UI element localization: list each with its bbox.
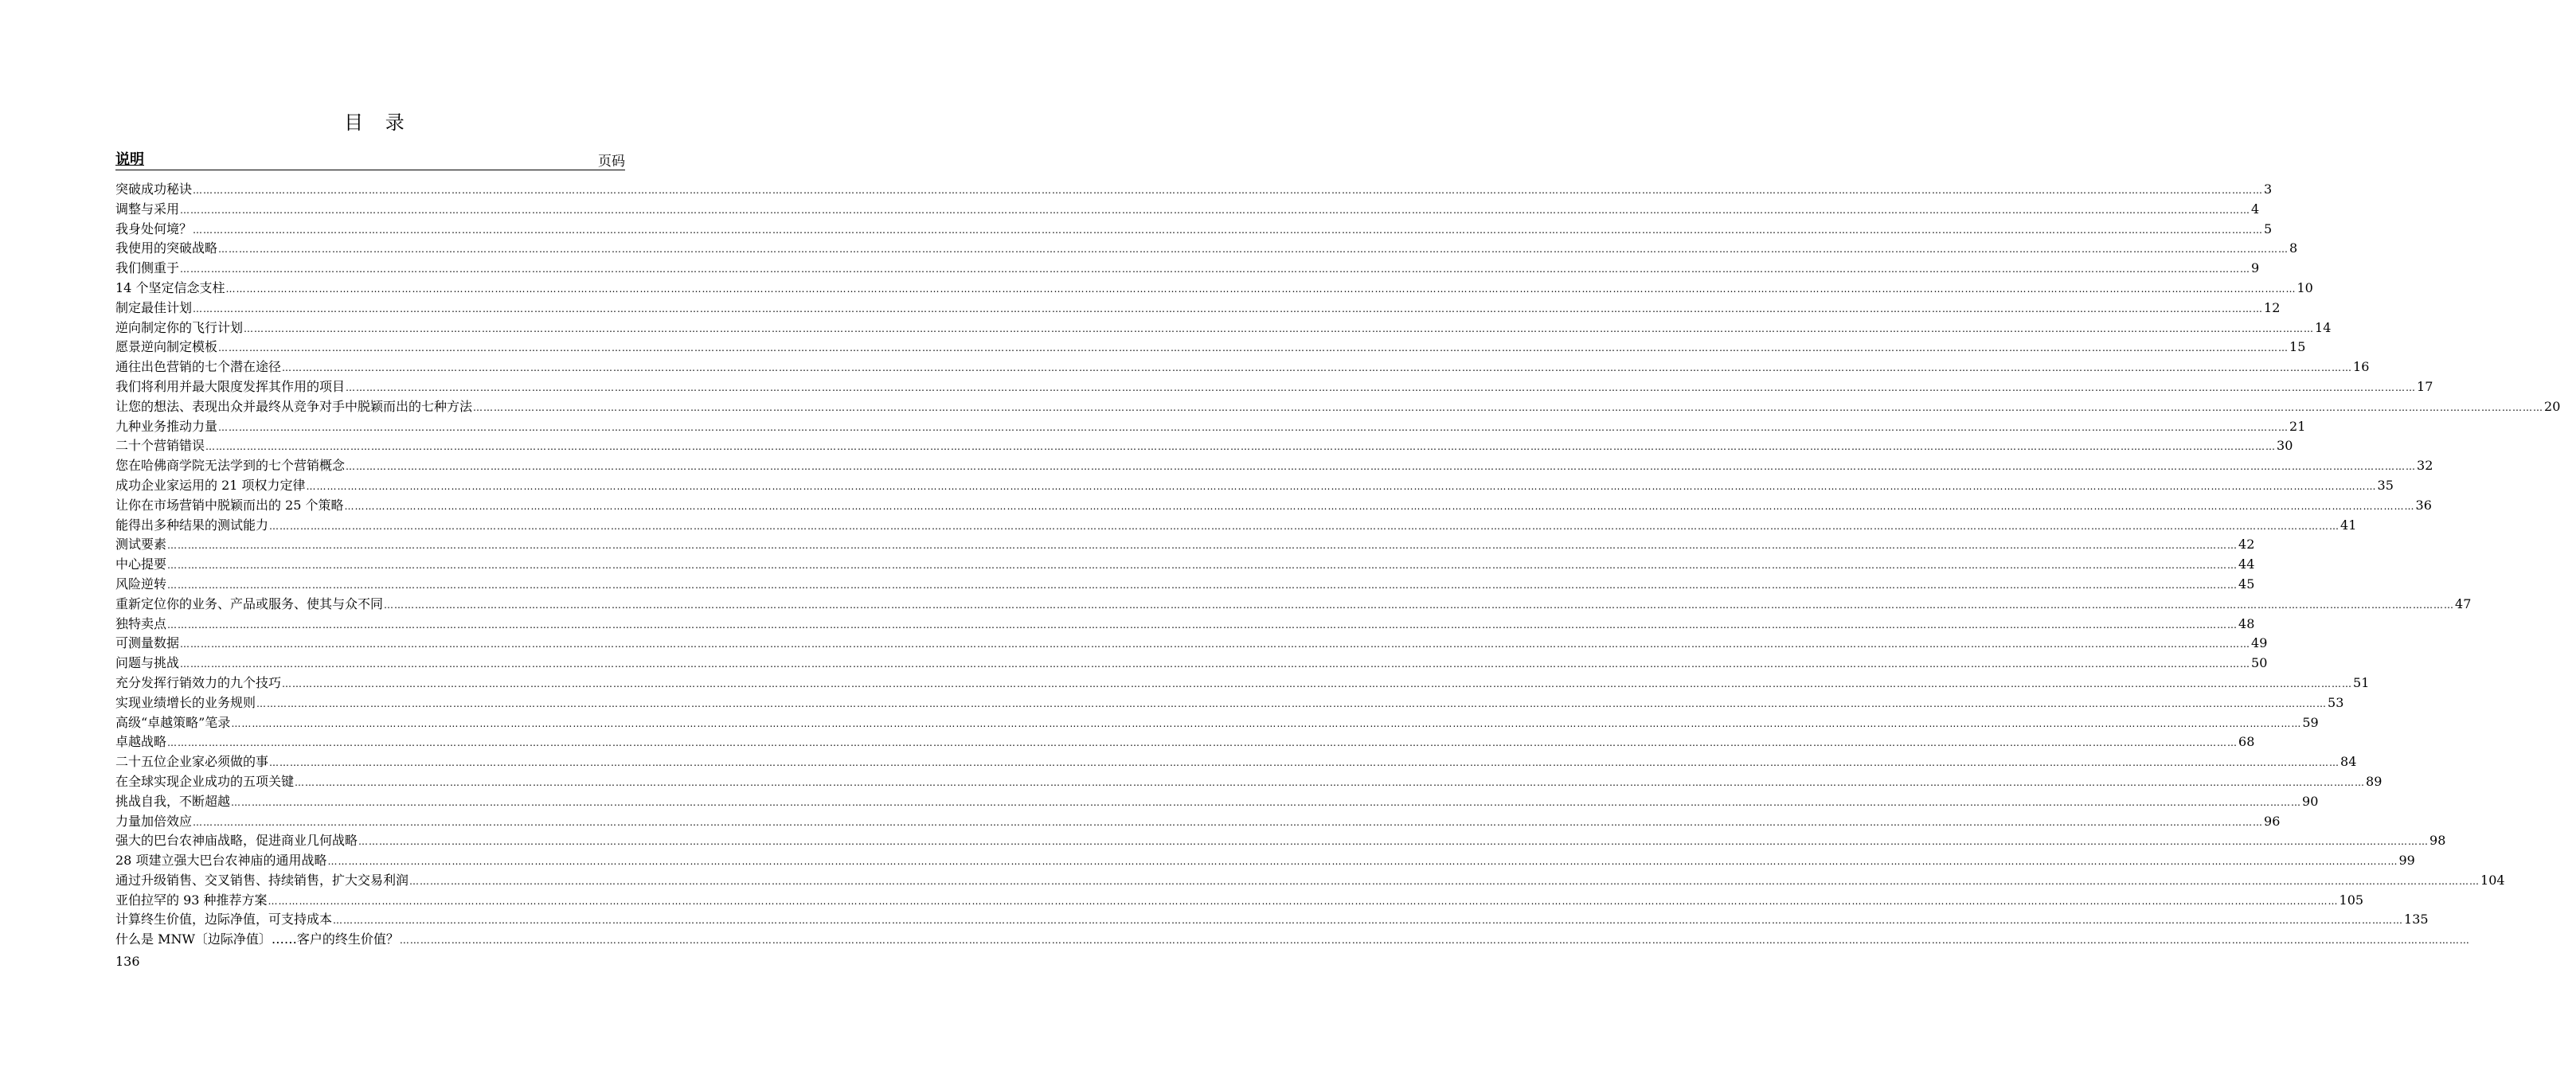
toc-entry[interactable] — [115, 615, 2255, 635]
toc-list — [115, 180, 2561, 950]
toc-dot-leader: …………………………………………………………………………………………………………………………………………………………………………………………………………………………………………………………………………………………………………………………………………………………………………………………………………………………………………………………………………………………………………………………………………………… — [282, 678, 2353, 689]
toc-entry[interactable] — [115, 772, 2383, 792]
toc-dot-leader: …………………………………………………………………………………………………………………………………………………………………………………………………………………………………………………………………………………………………………………………………………………………………………………………………………………………………………………………………………………………………………………………………………………… — [231, 717, 2302, 729]
toc-entry-title: 我身处何境？ — [115, 221, 193, 236]
toc-entry-page: 47 — [2455, 596, 2472, 611]
toc-wrapped-page-number: 136 — [115, 954, 140, 969]
toc-dot-leader: …………………………………………………………………………………………………………………………………………………………………………………………………………………………………………………………………………………………………………………………………………………………………………………………………………………………………………………………………………………………………………………………………………………… — [180, 264, 2251, 275]
page-title: 目 录 — [344, 111, 412, 134]
toc-dot-leader: …………………………………………………………………………………………………………………………………………………………………………………………………………………………………………………………………………………………………………………………………………………………………………………………………………………………………………………………………………………………………………………………………………………… — [225, 283, 2297, 295]
toc-entry[interactable] — [115, 357, 2370, 377]
toc-entry[interactable] — [115, 910, 2429, 930]
toc-entry-page: 32 — [2417, 458, 2433, 474]
toc-dot-leader: …………………………………………………………………………………………………………………………………………………………………………………………………………………………………………………………………………………………………………………………………………………………………………………………………………………………………………………………………………………………………………………………………………………… — [167, 579, 2238, 591]
toc-entry-page: 99 — [2398, 853, 2415, 869]
toc-entry-title: 强大的巴台农神庙战略，促进商业几何战略 — [115, 833, 358, 849]
toc-dot-leader: …………………………………………………………………………………………………………………………………………………………………………………………………………………………………………………………………………………………………………………………………………………………………………………………………………………………………………………………………………………………………………………………………………………… — [193, 185, 2264, 196]
toc-entry-page: 8 — [2289, 240, 2298, 256]
toc-entry-title: 实现业绩增长的业务规则 — [115, 694, 256, 710]
toc-dot-leader: …………………………………………………………………………………………………………………………………………………………………………………………………………………………………………………………………………………………………………………………………………………………………………………………………………………………………………………………………………………………………………………………………………………… — [384, 599, 2455, 611]
toc-entry-page: 17 — [2417, 378, 2433, 394]
toc-entry-title: 我们侧重于 — [115, 260, 180, 276]
toc-entry-title: 力量加倍效应 — [115, 813, 193, 829]
toc-entry-page: 48 — [2238, 615, 2255, 631]
toc-entry-page: 14 — [2315, 319, 2332, 335]
toc-entry[interactable] — [115, 535, 2255, 555]
toc-entry-title: 逆向制定你的飞行计划 — [115, 319, 244, 335]
toc-entry-title: 挑战自我，不断超越 — [115, 793, 231, 809]
toc-entry[interactable] — [115, 496, 2432, 516]
toc-entry[interactable] — [115, 831, 2446, 851]
toc-dot-leader: …………………………………………………………………………………………………………………………………………………………………………………………………………………………………………………………………………………………………………………………………………………………………………………………………………………………………………………………………………………………………………………………………………………… — [269, 520, 2340, 532]
toc-entry[interactable] — [115, 397, 2561, 417]
toc-dot-leader: …………………………………………………………………………………………………………………………………………………………………………………………………………………………………………………………………………………………………………………………………………………………………………………………………………………………………………………………………………………………………………………………………………………… — [358, 836, 2429, 848]
toc-entry[interactable] — [115, 220, 2273, 240]
toc-entry[interactable] — [115, 456, 2433, 476]
toc-entry-title: 28 项建立强大巴台农神庙的通用战略 — [115, 853, 327, 869]
toc-entry-page: 68 — [2238, 734, 2255, 750]
toc-entry-title: 充分发挥行销效力的九个技巧 — [115, 674, 282, 690]
toc-entry-title: 突破成功秘诀 — [115, 182, 193, 197]
header-description-label: 说明 — [115, 151, 144, 168]
toc-entry-page: 59 — [2302, 714, 2319, 730]
toc-entry-page: 135 — [2404, 912, 2429, 927]
toc-dot-leader: …………………………………………………………………………………………………………………………………………………………………………………………………………………………………………………………………………………………………………………………………………………………………………………………………………………………………………………………………………………………………………………………………………………… — [205, 441, 2277, 453]
toc-entry-title: 调整与采用 — [115, 201, 180, 217]
toc-entry-title: 能得出多种结果的测试能力 — [115, 517, 269, 533]
toc-entry[interactable] — [115, 732, 2255, 752]
toc-entry-title: 您在哈佛商学院无法学到的七个营销概念 — [115, 458, 346, 474]
toc-entry-page: 4 — [2251, 201, 2260, 217]
toc-dot-leader: …………………………………………………………………………………………………………………………………………………………………………………………………………………………………………………………………………………………………………………………………………………………………………………………………………………………………………………………………………………………………………………………………………………… — [346, 381, 2417, 393]
toc-entry-title: 我使用的突破战略 — [115, 240, 218, 256]
toc-entry-title: 通往出色营销的七个潜在途径 — [115, 359, 282, 375]
toc-entry[interactable] — [115, 555, 2255, 575]
toc-entry-title: 什么是 MNW〔边际净值〕……客户的终生价值？ — [115, 931, 399, 947]
toc-entry-page: 105 — [2339, 892, 2364, 908]
toc-entry[interactable] — [115, 575, 2255, 595]
toc-entry-title: 重新定位你的业务、产品或服务、使其与众不同 — [115, 596, 384, 611]
toc-entry-title: 亚伯拉罕的 93 种推荐方案 — [115, 892, 268, 908]
toc-entry-title: 中心提要 — [115, 556, 167, 572]
toc-entry-page: 36 — [2415, 497, 2432, 513]
toc-dot-leader: …………………………………………………………………………………………………………………………………………………………………………………………………………………………………………………………………………………………………………………………………………………………………………………………………………………………………………………………………………………………………………………………………………………… — [167, 619, 2238, 631]
toc-entry[interactable] — [115, 595, 2472, 615]
toc-dot-leader: …………………………………………………………………………………………………………………………………………………………………………………………………………………………………………………………………………………………………………………………………………………………………………………………………………………………………………………………………………………………………………………………………………………… — [346, 461, 2417, 473]
toc-entry[interactable] — [115, 693, 2344, 713]
toc-entry[interactable] — [115, 516, 2357, 536]
toc-dot-leader: …………………………………………………………………………………………………………………………………………………………………………………………………………………………………………………………………………………………………………………………………………………………………………………………………………………………………………………………………………………………………………………………………………………… — [399, 935, 2470, 947]
toc-dot-leader: …………………………………………………………………………………………………………………………………………………………………………………………………………………………………………………………………………………………………………………………………………………………………………………………………………………………………………………………………………………………………………………………………………………… — [167, 737, 2238, 749]
toc-dot-leader: …………………………………………………………………………………………………………………………………………………………………………………………………………………………………………………………………………………………………………………………………………………………………………………………………………………………………………………………………………………………………………………………………………………… — [231, 796, 2302, 808]
toc-dot-leader: …………………………………………………………………………………………………………………………………………………………………………………………………………………………………………………………………………………………………………………………………………………………………………………………………………………………………………………………………………………………………………………………………………………… — [244, 322, 2315, 334]
toc-entry-title: 风险逆转 — [115, 576, 167, 592]
toc-dot-leader: …………………………………………………………………………………………………………………………………………………………………………………………………………………………………………………………………………………………………………………………………………………………………………………………………………………………………………………………………………………………………………………………………………………… — [180, 204, 2251, 216]
toc-dot-leader: …………………………………………………………………………………………………………………………………………………………………………………………………………………………………………………………………………………………………………………………………………………………………………………………………………………………………………………………………………………………………………………………………………………… — [218, 342, 2289, 354]
toc-entry-title: 计算终生价值，边际净值，可支持成本 — [115, 912, 333, 927]
toc-entry-title: 我们将利用并最大限度发挥其作用的项目 — [115, 378, 346, 394]
toc-entry-page: 51 — [2353, 674, 2370, 690]
toc-entry-page: 84 — [2340, 754, 2357, 770]
toc-entry-title: 卓越战略 — [115, 734, 167, 750]
toc-entry-page: 53 — [2328, 694, 2344, 710]
toc-entry[interactable] — [115, 713, 2319, 733]
toc-dot-leader: …………………………………………………………………………………………………………………………………………………………………………………………………………………………………………………………………………………………………………………………………………………………………………………………………………………………………………………………………………………………………………………………………………………… — [218, 244, 2289, 256]
toc-entry[interactable] — [115, 476, 2394, 496]
toc-entry-title: 让您的想法、表现出众并最终从竞争对手中脱颖而出的七种方法 — [115, 398, 473, 414]
toc-dot-leader: …………………………………………………………………………………………………………………………………………………………………………………………………………………………………………………………………………………………………………………………………………………………………………………………………………………………………………………………………………………………………………………………………………………… — [268, 895, 2339, 907]
toc-dot-leader: …………………………………………………………………………………………………………………………………………………………………………………………………………………………………………………………………………………………………………………………………………………………………………………………………………………………………………………………………………………………………………………………………………………… — [327, 856, 2398, 868]
toc-entry-page: 12 — [2264, 299, 2281, 315]
toc-dot-leader: …………………………………………………………………………………………………………………………………………………………………………………………………………………………………………………………………………………………………………………………………………………………………………………………………………………………………………………………………………………………………………………………………………………… — [409, 875, 2480, 887]
toc-entry-title: 九种业务推动力量 — [115, 418, 218, 434]
toc-dot-leader: …………………………………………………………………………………………………………………………………………………………………………………………………………………………………………………………………………………………………………………………………………………………………………………………………………………………………………………………………………………………………………………………………………………… — [167, 540, 2238, 552]
toc-dot-leader: …………………………………………………………………………………………………………………………………………………………………………………………………………………………………………………………………………………………………………………………………………………………………………………………………………………………………………………………………………………………………………………………………………………… — [218, 421, 2289, 433]
toc-entry-page: 21 — [2289, 418, 2306, 434]
toc-entry-page: 16 — [2353, 359, 2370, 375]
toc-entry[interactable] — [115, 259, 2260, 279]
toc-entry-title: 通过升级销售、交叉销售、持续销售，扩大交易利润 — [115, 872, 409, 888]
header-page-label: 页码 — [598, 154, 625, 170]
toc-entry-page: 35 — [2377, 477, 2394, 493]
toc-entry[interactable] — [115, 318, 2332, 338]
toc-dot-leader: …………………………………………………………………………………………………………………………………………………………………………………………………………………………………………………………………………………………………………………………………………………………………………………………………………………………………………………………………………………………………………………………………………………… — [473, 401, 2544, 413]
toc-entry-title: 愿景逆向制定模板 — [115, 339, 218, 355]
toc-entry-page: 104 — [2480, 872, 2505, 888]
toc-entry[interactable] — [115, 239, 2298, 259]
toc-entry[interactable] — [115, 930, 2470, 950]
toc-dot-leader: …………………………………………………………………………………………………………………………………………………………………………………………………………………………………………………………………………………………………………………………………………………………………………………………………………………………………………………………………………………………………………………………………………………… — [306, 480, 2377, 492]
toc-entry-page: 49 — [2251, 635, 2268, 651]
toc-entry[interactable] — [115, 812, 2281, 832]
toc-dot-leader: …………………………………………………………………………………………………………………………………………………………………………………………………………………………………………………………………………………………………………………………………………………………………………………………………………………………………………………………………………………………………………………………………………………… — [193, 303, 2264, 314]
toc-entry[interactable] — [115, 180, 2273, 200]
toc-entry-page: 44 — [2238, 556, 2255, 572]
toc-entry-page: 20 — [2544, 398, 2561, 414]
toc-entry[interactable] — [115, 792, 2319, 812]
toc-dot-leader: …………………………………………………………………………………………………………………………………………………………………………………………………………………………………………………………………………………………………………………………………………………………………………………………………………………………………………………………………………………………………………………………………………………… — [269, 757, 2340, 769]
toc-entry[interactable] — [115, 674, 2370, 693]
toc-dot-leader: …………………………………………………………………………………………………………………………………………………………………………………………………………………………………………………………………………………………………………………………………………………………………………………………………………………………………………………………………………………………………………………………………………………… — [295, 776, 2366, 788]
toc-entry-page: 96 — [2264, 813, 2281, 829]
toc-entry-page: 15 — [2289, 339, 2306, 355]
toc-entry[interactable] — [115, 851, 2415, 871]
toc-entry[interactable] — [115, 377, 2433, 397]
toc-entry-page: 98 — [2429, 833, 2446, 849]
toc-entry-title: 让你在市场营销中脱颖而出的 25 个策略 — [115, 497, 344, 513]
toc-entry-page: 5 — [2264, 221, 2273, 236]
toc-dot-leader: …………………………………………………………………………………………………………………………………………………………………………………………………………………………………………………………………………………………………………………………………………………………………………………………………………………………………………………………………………………………………………………………………………………… — [193, 224, 2264, 236]
toc-dot-leader: …………………………………………………………………………………………………………………………………………………………………………………………………………………………………………………………………………………………………………………………………………………………………………………………………………………………………………………………………………………………………………………………………………………… — [282, 362, 2353, 374]
toc-dot-leader: …………………………………………………………………………………………………………………………………………………………………………………………………………………………………………………………………………………………………………………………………………………………………………………………………………………………………………………………………………………………………………………………………………………… — [180, 638, 2251, 650]
toc-dot-leader: …………………………………………………………………………………………………………………………………………………………………………………………………………………………………………………………………………………………………………………………………………………………………………………………………………………………………………………………………………………………………………………………………………………… — [193, 816, 2264, 828]
toc-entry-title: 在全球实现企业成功的五项关键 — [115, 773, 295, 789]
toc-entry-page: 10 — [2297, 279, 2313, 295]
toc-entry-page: 30 — [2277, 438, 2293, 454]
toc-entry[interactable] — [115, 654, 2268, 674]
toc-entry-page: 41 — [2340, 517, 2357, 533]
toc-dot-leader: …………………………………………………………………………………………………………………………………………………………………………………………………………………………………………………………………………………………………………………………………………………………………………………………………………………………………………………………………………………………………………………………………………………… — [344, 500, 2415, 512]
toc-entry[interactable] — [115, 417, 2306, 437]
toc-entry-title: 二十个营销错误 — [115, 438, 205, 454]
toc-entry-page: 90 — [2302, 793, 2319, 809]
toc-entry-title: 制定最佳计划 — [115, 299, 193, 315]
toc-header — [115, 149, 625, 170]
toc-entry-page: 45 — [2238, 576, 2255, 592]
toc-entry-title: 问题与挑战 — [115, 655, 180, 671]
toc-entry[interactable] — [115, 634, 2268, 654]
toc-entry[interactable] — [115, 891, 2364, 911]
toc-dot-leader: …………………………………………………………………………………………………………………………………………………………………………………………………………………………………………………………………………………………………………………………………………………………………………………………………………………………………………………………………………………………………………………………………………………… — [333, 915, 2404, 927]
toc-dot-leader: …………………………………………………………………………………………………………………………………………………………………………………………………………………………………………………………………………………………………………………………………………………………………………………………………………………………………………………………………………………………………………………………………………………… — [256, 697, 2328, 709]
toc-entry-page: 50 — [2251, 655, 2268, 671]
toc-entry-page: 3 — [2264, 182, 2273, 197]
toc-dot-leader: …………………………………………………………………………………………………………………………………………………………………………………………………………………………………………………………………………………………………………………………………………………………………………………………………………………………………………………………………………………………………………………………………………………… — [167, 560, 2238, 572]
toc-entry[interactable] — [115, 436, 2293, 456]
toc-entry[interactable] — [115, 299, 2281, 318]
toc-entry-page: 9 — [2251, 260, 2260, 276]
toc-entry-title: 14 个坚定信念支柱 — [115, 279, 225, 295]
toc-entry[interactable] — [115, 200, 2260, 220]
toc-dot-leader: …………………………………………………………………………………………………………………………………………………………………………………………………………………………………………………………………………………………………………………………………………………………………………………………………………………………………………………………………………………………………………………………………………………… — [180, 658, 2251, 670]
toc-entry-title: 可测量数据 — [115, 635, 180, 651]
toc-entry[interactable] — [115, 338, 2306, 357]
toc-entry-title: 高级“卓越策略”笔录 — [115, 714, 231, 730]
toc-entry[interactable] — [115, 871, 2505, 891]
toc-entry-title: 独特卖点 — [115, 615, 167, 631]
toc-entry[interactable] — [115, 279, 2313, 299]
toc-entry-title: 成功企业家运用的 21 项权力定律 — [115, 477, 306, 493]
toc-entry-page: 89 — [2366, 773, 2383, 789]
toc-entry[interactable] — [115, 752, 2357, 772]
toc-entry-title: 二十五位企业家必须做的事 — [115, 754, 269, 770]
toc-entry-title: 测试要素 — [115, 537, 167, 553]
toc-entry-page: 42 — [2238, 537, 2255, 553]
